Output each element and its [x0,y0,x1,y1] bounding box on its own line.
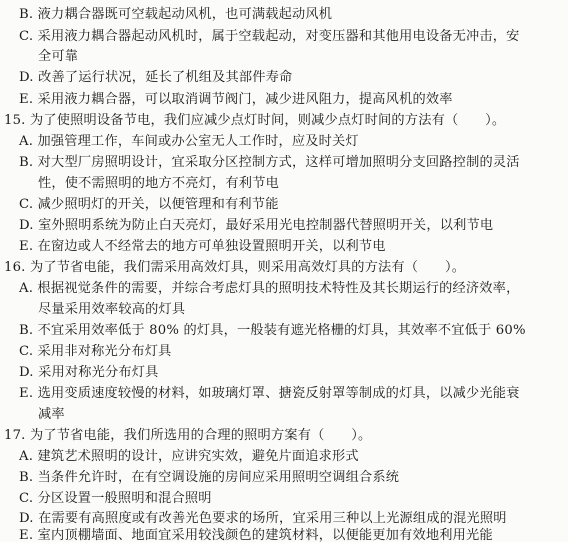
q16-option-e-continued: 减率 [38,407,65,422]
q16-option-a-continued: 尽量采用效率较高的灯具 [38,302,186,317]
q17-option-d: D. 在需要有高照度或有改善光色要求的场所，宜采用三种以上光源组成的混光照明 [19,511,507,526]
q15-option-e: E. 在窗边或人不经常去的地方可单独设置照明开关，以利节电 [19,239,386,254]
q15-option-c: C. 减少照明灯的开关，以便管理和有利节能 [19,197,279,212]
q14-option-c: C. 采用液力耦合器起动风机时，属于空载起动，对变压器和其他用电设备无冲击，安 [19,29,520,44]
q14-option-b: B. 液力耦合器既可空载起动风机，也可满载起动风机 [19,7,333,22]
q16-option-d: D. 采用对称光分布灯具 [19,365,159,380]
q16-option-b: B. 不宜采用效率低于 80% 的灯具，一般装有遮光格栅的灯具，其效率不宜低于 60% [19,323,526,338]
q17-option-b: B. 当条件允许时，在有空调设施的房间应采用照明空调组合系统 [19,470,400,485]
q14-option-c-continued: 全可靠 [38,49,79,64]
q15-option-b-continued: 性，使不需照明的地方不亮灯，有利节电 [38,176,279,191]
q14-option-d: D. 改善了运行状况，延长了机组及其部件寿命 [19,70,293,85]
question-16-stem: 16. 为了节省电能，我们需采用高效灯具，则采用高效灯具的方法有（ ）。 [4,260,466,275]
q15-option-a: A. 加强管理工作，车间或办公室无人工作时，应及时关灯 [19,134,359,149]
q14-option-e: E. 采用液力耦合器，可以取消调节阀门，减少进风阻力，提高风机的效率 [19,92,453,107]
q17-option-c: C. 分区设置一般照明和混合照明 [19,491,212,506]
q16-option-c: C. 采用非对称光分布灯具 [19,344,172,359]
q16-option-e: E. 选用变质速度较慢的材料，如玻璃灯罩、搪瓷反射罩等制成的灯具，以减少光能衰 [19,386,520,401]
q17-option-a: A. 建筑艺术照明的设计，应讲究实效，避免片面追求形式 [19,449,359,464]
q15-option-d: D. 室外照明系统为防止白天亮灯，最好采用光电控制器代替照明开关，以利节电 [19,218,494,233]
question-15-stem: 15. 为了使照明设备节电，我们应减少点灯时间，则减少点灯时间的方法有（ ）。 [4,113,506,128]
q17-option-e: E. 室内顶棚墙面、地面宜采用较浅颜色的建筑材料，以便能更加有效地利用光能 [19,528,493,543]
q15-option-b: B. 对大型厂房照明设计，宜采取分区控制方式，这样可增加照明分支回路控制的灵活 [19,155,520,170]
question-17-stem: 17. 为了节省电能，我们所选用的合理的照明方案有（ ）。 [4,428,372,443]
q16-option-a: A. 根据视觉条件的需要，并综合考虑灯具的照明技术特性及其长期运行的经济效率， [19,281,520,296]
